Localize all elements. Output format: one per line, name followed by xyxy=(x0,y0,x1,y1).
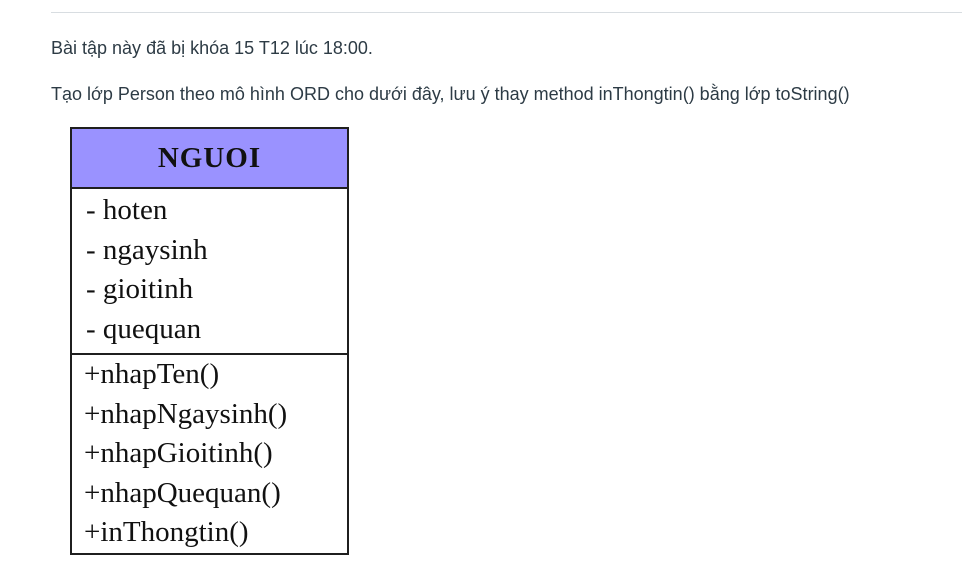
uml-attributes-section xyxy=(72,189,347,355)
uml-method: +nhapNgaysinh() xyxy=(84,397,288,430)
uml-class-diagram xyxy=(70,127,349,555)
uml-method: +nhapGioitinh() xyxy=(84,437,273,469)
uml-attribute: - gioitinh xyxy=(86,273,194,305)
uml-method: +nhapQuequan() xyxy=(84,476,281,509)
uml-attribute: - hoten xyxy=(86,194,168,226)
uml-attribute: - quequan xyxy=(86,312,202,345)
uml-method: +nhapTen() xyxy=(84,358,220,390)
uml-class-name: NGUOI xyxy=(72,129,347,189)
uml-methods-section xyxy=(72,355,347,553)
assignment-instructions: Tạo lớp Person theo mô hình ORD cho dưới đây, lưu ý thay method inThongtin() bằng lớp toString() xyxy=(51,84,850,104)
uml-method: +inThongtin() xyxy=(84,516,249,548)
top-divider xyxy=(51,12,962,13)
lock-notice: Bài tập này đã bị khóa 15 T12 lúc 18:00. xyxy=(51,38,373,58)
uml-attribute: - ngaysinh xyxy=(86,233,208,266)
